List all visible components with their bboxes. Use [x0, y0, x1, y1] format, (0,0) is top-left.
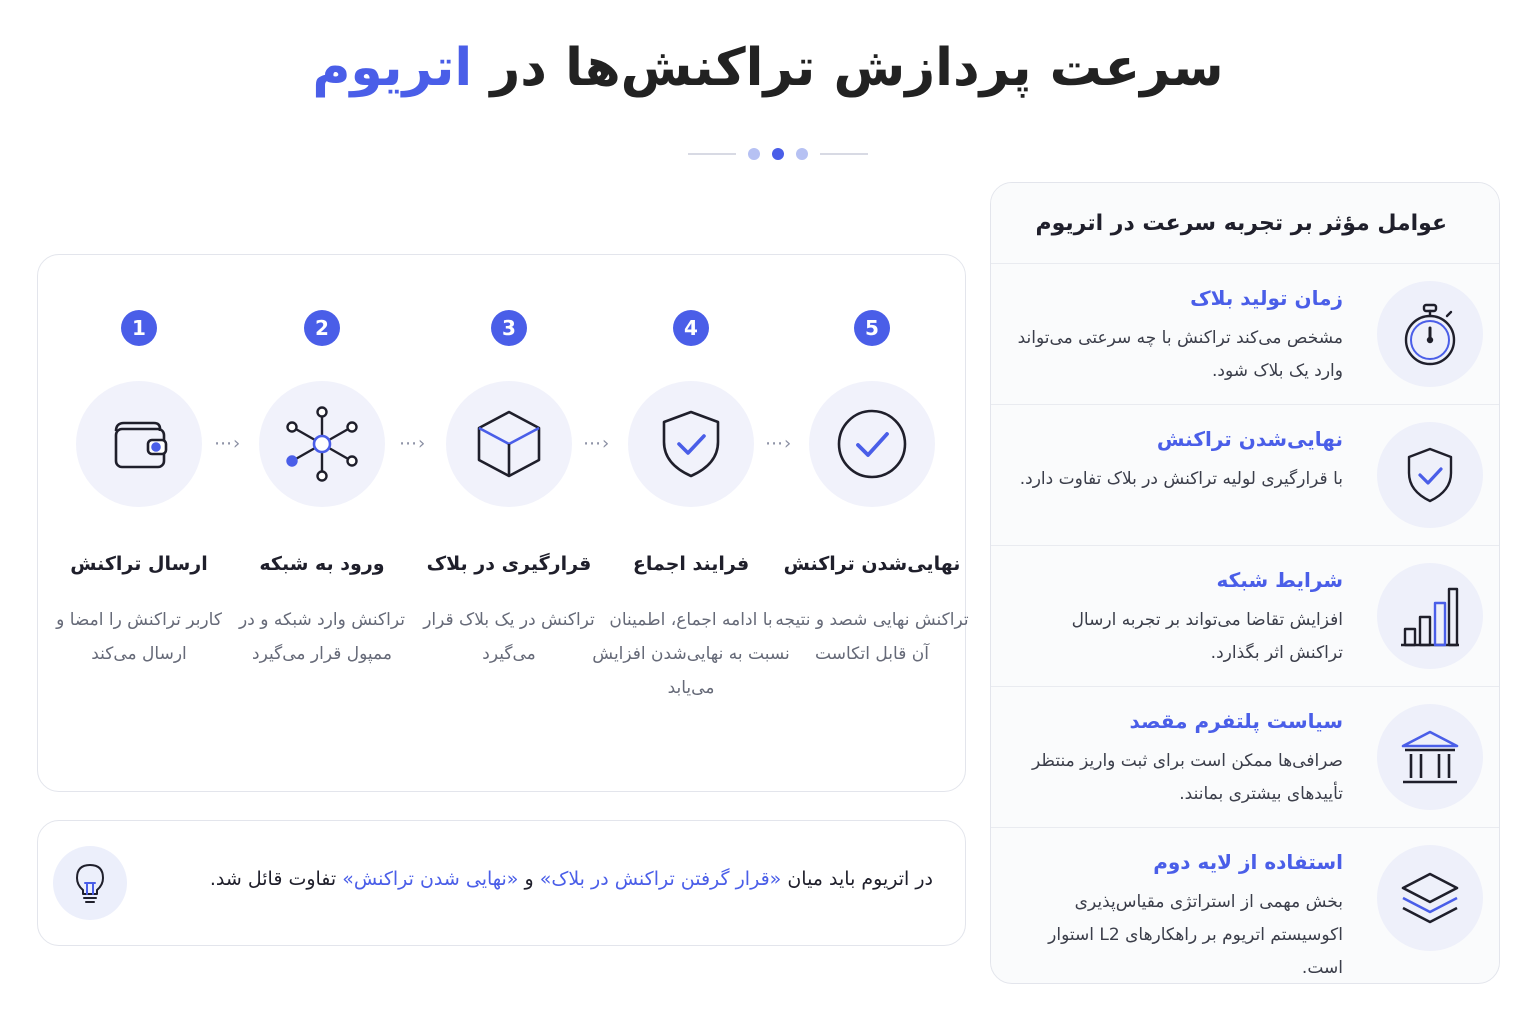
step-description: تراکنش در یک بلاک قرار می‌گیرد	[423, 610, 595, 664]
step-description: کاربر تراکنش را امضا و ارسال می‌کند	[56, 610, 222, 664]
step-description: تراکنش نهایی شصد و نتیجه آن قابل اتکاست	[775, 610, 969, 664]
factor-item-network	[991, 545, 1500, 686]
step-title: ارسال تراکنش	[70, 553, 208, 575]
factor-title: نهایی‌شدن تراکنش	[1156, 427, 1343, 451]
factors-title: عوامل مؤثر بر تجربه سرعت در اتریوم	[991, 183, 1500, 263]
pagination-dot[interactable]	[748, 148, 760, 160]
step-3	[424, 255, 594, 793]
step-title: قرارگیری در بلاک	[426, 553, 592, 575]
tip-highlight-finality: «نهایی شدن تراکنش»	[342, 868, 519, 890]
tip-conjunction: و	[524, 868, 534, 890]
step-4	[592, 255, 790, 793]
check-circle-icon	[809, 381, 935, 507]
dotted-arrow-icon: ⋯›	[583, 433, 611, 454]
factor-title: سیاست پلتفرم مقصد	[1129, 709, 1343, 733]
lightbulb-icon	[53, 846, 127, 920]
step-5	[775, 255, 969, 793]
transaction-steps-panel	[37, 254, 969, 792]
wallet-icon	[76, 381, 202, 507]
factor-description: صرافی‌ها ممکن است برای ثبت واریز منتظر تأییدهای بیشتری بمانند.	[1032, 751, 1343, 804]
tip-suffix: تفاوت قائل شد.	[209, 868, 337, 890]
step-title: نهایی‌شدن تراکنش	[783, 553, 961, 575]
factor-title: شرایط شبکه	[1216, 568, 1343, 592]
tip-box	[37, 820, 966, 946]
factor-description: بخش مهمی از استراتژی مقیاس‌پذیری اکوسیستم اتریوم بر راهکارهای L2 استوار است.	[1048, 892, 1343, 978]
divider-left	[688, 153, 736, 155]
tip-text	[210, 868, 933, 890]
step-2	[237, 255, 407, 793]
step-description: با ادامه اجماع، اطمینان نسبت به نهایی‌شدن افزایش می‌یابد	[592, 610, 790, 698]
factor-description: مشخص می‌کند تراکنش با چه سرعتی می‌تواند وارد یک بلاک شود.	[1017, 328, 1343, 381]
layers-icon	[1377, 845, 1483, 951]
factor-item-block-time	[991, 263, 1500, 404]
cube-icon	[446, 381, 572, 507]
factor-description: با قرارگیری لولیه تراکنش در بلاک تفاوت دارد.	[1019, 469, 1343, 489]
step-title: ورود به شبکه	[259, 553, 385, 575]
page-title-accent: اتریوم	[312, 38, 473, 98]
shield-check-icon	[628, 381, 754, 507]
stopwatch-icon	[1377, 281, 1483, 387]
pagination-indicator	[678, 146, 878, 162]
step-number: 2	[304, 310, 340, 346]
pagination-dot[interactable]	[796, 148, 808, 160]
factors-panel	[990, 182, 1500, 984]
dotted-arrow-icon: ⋯›	[399, 433, 427, 454]
step-description: تراکنش وارد شبکه و در ممپول قرار می‌گیرد	[239, 610, 405, 664]
step-number: 1	[121, 310, 157, 346]
step-1	[54, 255, 224, 793]
network-icon	[259, 381, 385, 507]
page-title	[0, 38, 1536, 98]
divider-right	[820, 153, 868, 155]
factor-item-finality	[991, 404, 1500, 545]
dotted-arrow-icon: ⋯›	[765, 433, 793, 454]
step-number: 5	[854, 310, 890, 346]
step-number: 3	[491, 310, 527, 346]
shield-check-icon	[1377, 422, 1483, 528]
step-title: فرایند اجماع	[632, 553, 750, 575]
page-title-main: سرعت پردازش تراکنش‌ها در	[490, 38, 1224, 98]
factor-description: افزایش تقاضا می‌تواند بر تجربه ارسال تراکنش اثر بگذارد.	[1071, 610, 1343, 663]
bank-icon	[1377, 704, 1483, 810]
pagination-dot-active[interactable]	[772, 148, 784, 160]
tip-prefix: در اتریوم باید میان	[787, 868, 933, 890]
factor-item-platform-policy	[991, 686, 1500, 827]
factor-item-layer2	[991, 827, 1500, 978]
factor-title: زمان تولید بلاک	[1190, 286, 1343, 310]
dotted-arrow-icon: ⋯›	[214, 433, 242, 454]
step-number: 4	[673, 310, 709, 346]
bar-chart-icon	[1377, 563, 1483, 669]
factor-title: استفاده از لایه دوم	[1153, 850, 1343, 874]
tip-highlight-block: «قرار گرفتن تراکنش در بلاک»	[539, 868, 782, 890]
